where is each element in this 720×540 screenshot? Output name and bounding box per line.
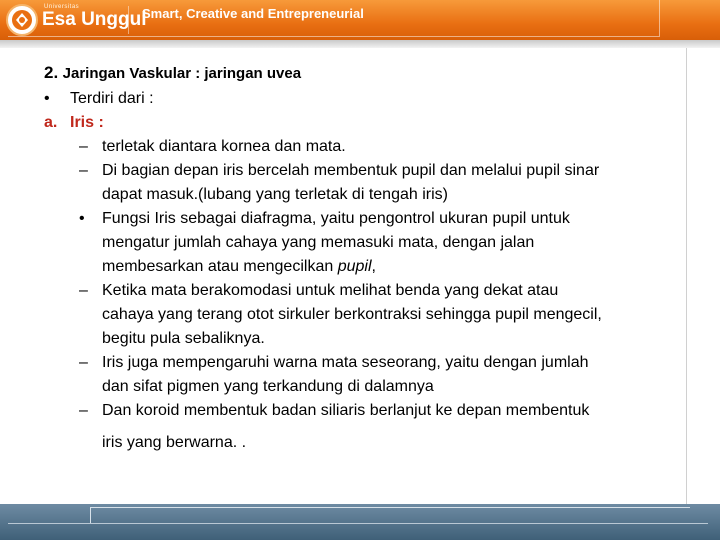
university-logo-icon xyxy=(6,4,38,36)
logo-subtext: Universitas xyxy=(44,4,80,10)
header-bar xyxy=(0,0,720,40)
item-line: begitu pula sebaliknya. xyxy=(102,330,265,347)
item-line-italic: pupil xyxy=(337,258,372,275)
frame-line xyxy=(686,48,687,508)
item-marker: – xyxy=(79,282,88,299)
item-line: iris yang berwarna. . xyxy=(102,434,247,451)
logo-text: Esa Unggul xyxy=(42,9,147,30)
item-line-end: , xyxy=(371,258,376,275)
intro-bullet: • xyxy=(44,90,50,107)
item-line: cahaya yang terang otot sirkuler berkontraksi sehingga pupil mengecil, xyxy=(102,306,602,323)
footer-frame xyxy=(90,507,690,523)
section-label: Iris : xyxy=(70,114,104,131)
slide-title xyxy=(44,63,301,83)
header-shadow xyxy=(0,40,720,48)
section-marker: a. xyxy=(44,114,58,131)
footer-divider xyxy=(8,523,708,524)
item-line: Ketika mata berakomodasi untuk melihat benda yang dekat atau xyxy=(102,282,559,299)
tagline: Smart, Creative and Entrepreneurial xyxy=(142,6,364,21)
item-marker: • xyxy=(79,210,85,227)
item-marker: – xyxy=(79,138,88,155)
item-marker: – xyxy=(79,402,88,419)
item-line xyxy=(102,258,376,276)
item-marker: – xyxy=(79,162,88,179)
item-line: dan sifat pigmen yang terkandung di dalamnya xyxy=(102,378,434,395)
header-divider xyxy=(128,6,129,34)
item-line-plain: membesarkan atau mengecilkan xyxy=(102,258,338,275)
title-number: 2. xyxy=(44,63,59,82)
title-text: Jaringan Vaskular : jaringan uvea xyxy=(62,65,302,82)
item-line: Dan koroid membentuk badan siliaris berlanjut ke depan membentuk xyxy=(102,402,590,419)
item-line: terletak diantara kornea dan mata. xyxy=(102,138,346,155)
item-line: dapat masuk.(lubang yang terletak di tengah iris) xyxy=(102,186,448,203)
item-line: mengatur jumlah cahaya yang memasuki mata, dengan jalan xyxy=(102,234,535,251)
item-line: Di bagian depan iris bercelah membentuk pupil dan melalui pupil sinar xyxy=(102,162,600,179)
intro-text: Terdiri dari : xyxy=(70,90,154,107)
item-marker: – xyxy=(79,354,88,371)
item-line: Iris juga mempengaruhi warna mata seseorang, yaitu dengan jumlah xyxy=(102,354,589,371)
item-line: Fungsi Iris sebagai diafragma, yaitu pengontrol ukuran pupil untuk xyxy=(102,210,570,227)
